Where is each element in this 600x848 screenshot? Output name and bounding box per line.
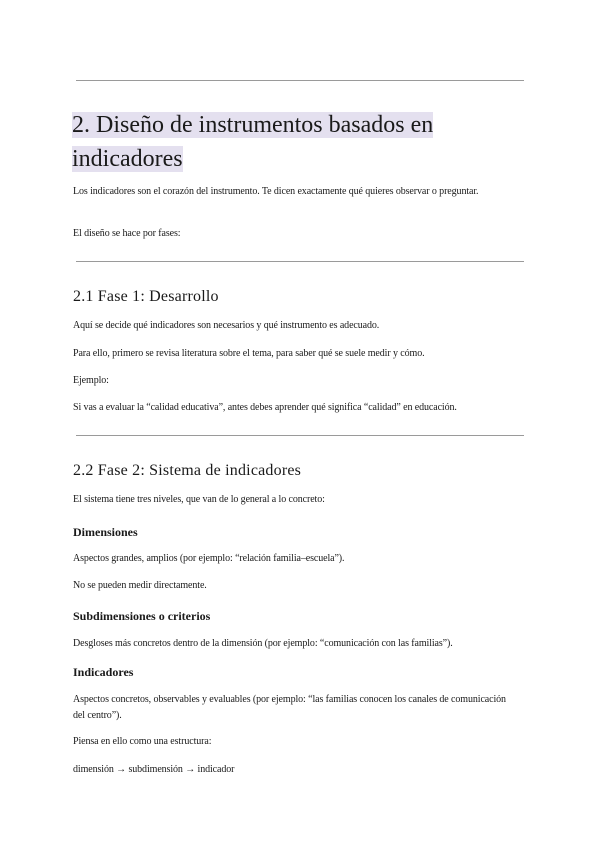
subdimensiones-heading: Subdimensiones o criterios: [73, 609, 211, 623]
phases-intro: El diseño se hace por fases:: [73, 228, 181, 239]
structure-line: dimensión → subdimensión → indicador: [73, 764, 235, 775]
indicadores-paragraph: Aspectos concretos, observables y evaluables (por ejemplo: “las familias conocen los canales de comunicación del centro”).: [73, 694, 506, 721]
section-title-highlight: 2. Diseño de instrumentos basados en indicadores: [72, 112, 434, 172]
section-intro: Los indicadores son el corazón del instrumento. Te dicen exactamente qué quieres observar o preguntar.: [73, 186, 479, 197]
divider: [76, 261, 524, 262]
subdimensiones-paragraph: Desgloses más concretos dentro de la dimensión (por ejemplo: “comunicación con las familias”).: [73, 638, 453, 649]
fase1-paragraph: Si vas a evaluar la “calidad educativa”, antes debes aprender qué significa “calidad” en educación.: [73, 402, 457, 413]
indicadores-paragraph: Piensa en ello como una estructura:: [73, 736, 212, 747]
fase1-title: 2.1 Fase 1: Desarrollo: [73, 288, 219, 305]
dimensiones-paragraph: No se pueden medir directamente.: [73, 580, 207, 591]
divider: [76, 435, 524, 436]
fase2-title: 2.2 Fase 2: Sistema de indicadores: [73, 462, 302, 479]
section-title: [72, 108, 472, 176]
fase1-paragraph: Aquí se decide qué indicadores son necesarios y qué instrumento es adecuado.: [73, 320, 380, 331]
indicadores-heading: Indicadores: [73, 665, 134, 679]
fase2-intro: El sistema tiene tres niveles, que van de lo general a lo concreto:: [73, 494, 325, 505]
fase1-paragraph: Para ello, primero se revisa literatura sobre el tema, para saber qué se suele medir y cómo.: [73, 348, 425, 359]
dimensiones-paragraph: Aspectos grandes, amplios (por ejemplo: “relación familia–escuela”).: [73, 553, 345, 564]
divider: [76, 80, 524, 81]
dimensiones-heading: Dimensiones: [73, 525, 138, 539]
fase1-paragraph: Ejemplo:: [73, 375, 109, 386]
